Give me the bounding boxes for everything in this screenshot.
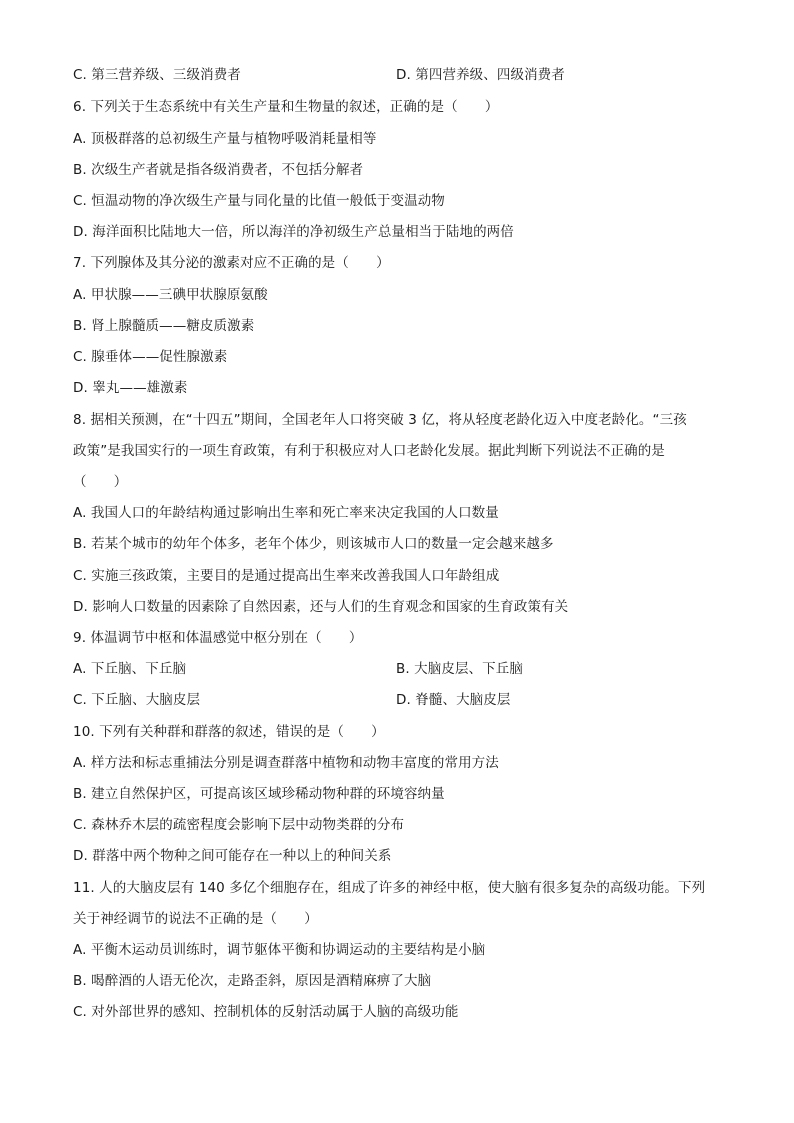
q8-stem-line2: 政策”是我国实行的一项生育政策，有利于积极应对人口老龄化发展。据此判断下列说法不正确的是 <box>73 443 665 459</box>
q6-option-c: C. 恒温动物的净次级生产量与同化量的比值一般低于变温动物 <box>73 193 445 209</box>
q10-stem: 10. 下列有关种群和群落的叙述，错误的是（ ） <box>73 724 385 740</box>
q9-option-c: C. 下丘脑、大脑皮层 <box>73 692 201 708</box>
q10-option-b: B. 建立自然保护区，可提高该区域珍稀动物种群的环境容纳量 <box>73 786 445 802</box>
q7-option-b: B. 肾上腺髓质——糖皮质激素 <box>73 318 255 334</box>
q10-option-c: C. 森林乔木层的疏密程度会影响下层中动物类群的分布 <box>73 817 405 833</box>
q8-stem-line3: （ ） <box>73 474 128 490</box>
q9-option-b: B. 大脑皮层、下丘脑 <box>396 661 523 677</box>
q10-option-a: A. 样方法和标志重捕法分别是调查群落中植物和动物丰富度的常用方法 <box>73 755 499 771</box>
q7-stem: 7. 下列腺体及其分泌的激素对应不正确的是（ ） <box>73 255 390 271</box>
q6-option-a: A. 顶极群落的总初级生产量与植物呼吸消耗量相等 <box>73 131 377 147</box>
q5-option-d: D. 第四营养级、四级消费者 <box>396 67 565 83</box>
q8-option-a: A. 我国人口的年龄结构通过影响出生率和死亡率来决定我国的人口数量 <box>73 505 499 521</box>
q6-option-b: B. 次级生产者就是指各级消费者，不包括分解者 <box>73 162 364 178</box>
q7-option-a: A. 甲状腺——三碘甲状腺原氨酸 <box>73 287 268 303</box>
q9-stem: 9. 体温调节中枢和体温感觉中枢分别在（ ） <box>73 630 363 646</box>
q6-option-d: D. 海洋面积比陆地大一倍，所以海洋的净初级生产总量相当于陆地的两倍 <box>73 224 514 240</box>
q9-option-d: D. 脊髓、大脑皮层 <box>396 692 511 708</box>
q11-option-b: B. 喝醉酒的人语无伦次，走路歪斜，原因是酒精麻痹了大脑 <box>73 973 432 989</box>
q5-option-c: C. 第三营养级、三级消费者 <box>73 67 241 83</box>
q11-stem-line1: 11. 人的大脑皮层有 140 多亿个细胞存在，组成了许多的神经中枢，使大脑有很多复杂的高级功能。下列 <box>73 880 706 896</box>
q8-option-c: C. 实施三孩政策，主要目的是通过提高出生率来改善我国人口年龄组成 <box>73 568 500 584</box>
q8-stem-line1: 8. 据相关预测，在“十四五”期间，全国老年人口将突破 3 亿，将从轻度老龄化迈入中度老龄化。“三孩 <box>73 412 687 428</box>
q11-option-a: A. 平衡木运动员训练时，调节躯体平衡和协调运动的主要结构是小脑 <box>73 942 486 958</box>
q6-stem: 6. 下列关于生态系统中有关生产量和生物量的叙述，正确的是（ ） <box>73 99 499 115</box>
q8-option-b: B. 若某个城市的幼年个体多，老年个体少，则该城市人口的数量一定会越来越多 <box>73 536 554 552</box>
q9-option-a: A. 下丘脑、下丘脑 <box>73 661 187 677</box>
q7-option-d: D. 睾丸——雄激素 <box>73 380 188 396</box>
q10-option-d: D. 群落中两个物种之间可能存在一种以上的种间关系 <box>73 848 392 864</box>
q7-option-c: C. 腺垂体——促性腺激素 <box>73 349 228 365</box>
q11-option-c: C. 对外部世界的感知、控制机体的反射活动属于人脑的高级功能 <box>73 1004 459 1020</box>
q11-stem-line2: 关于神经调节的说法不正确的是（ ） <box>73 911 318 927</box>
q8-option-d: D. 影响人口数量的因素除了自然因素，还与人们的生育观念和国家的生育政策有关 <box>73 599 569 615</box>
